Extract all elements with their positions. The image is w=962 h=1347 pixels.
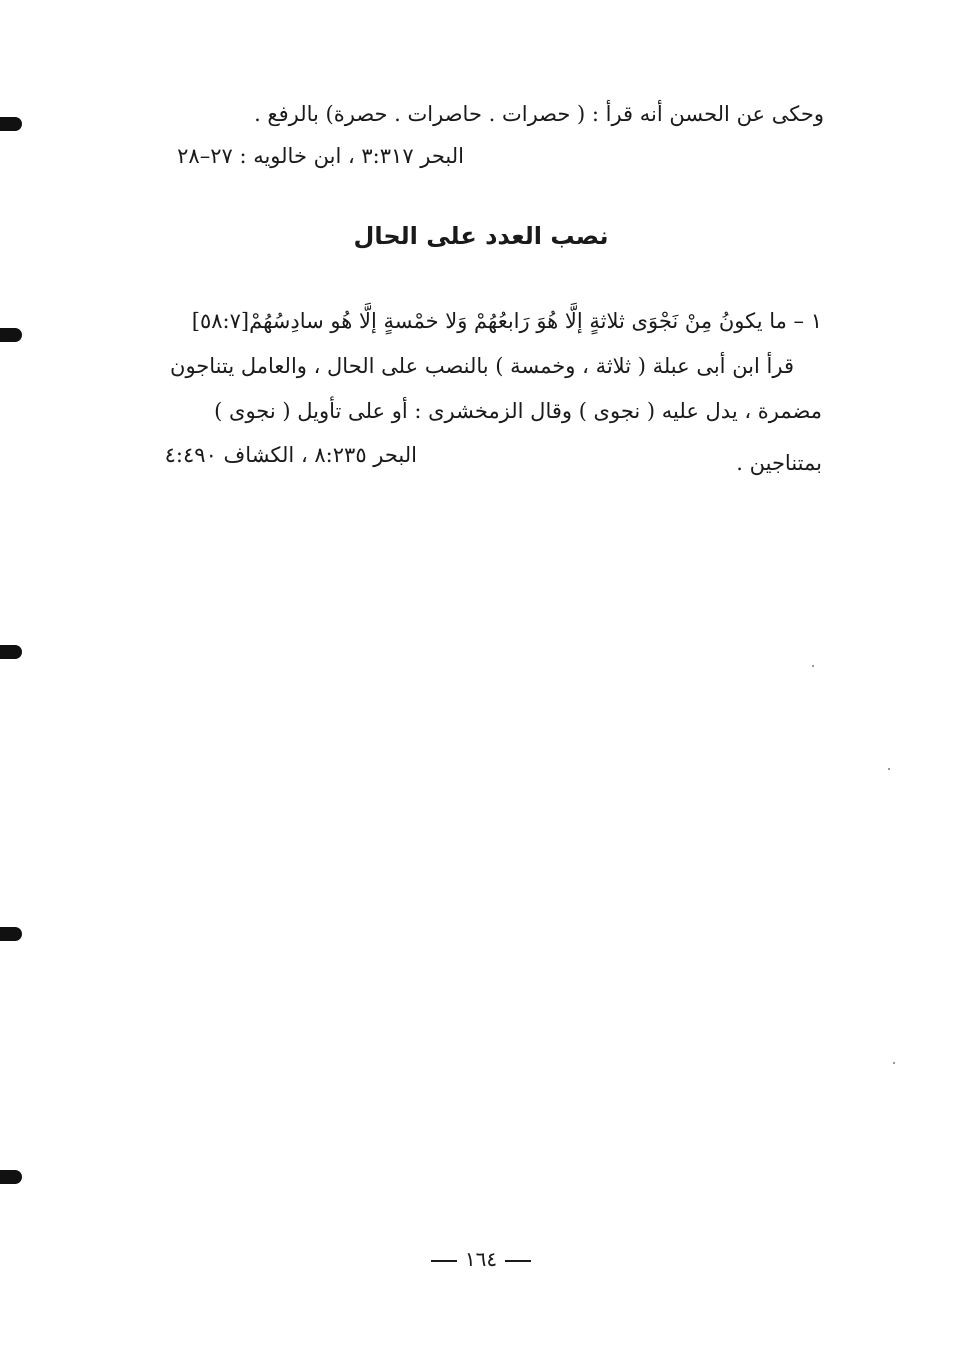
page-number-value: ١٦٤ [464,1247,498,1271]
paragraph-line: قرأ ابن أبى عبلة ( ثلاثة ، وخمسة ) بالنصب على الحال ، والعامل يتناجون [170,354,794,378]
binding-mark [0,117,22,131]
binding-mark [0,328,22,342]
paragraph-line: مضمرة ، يدل عليه ( نجوى ) وقال الزمخشرى : أو على تأويل ( نجوى ) [214,399,822,423]
paragraph-line: وحكى عن الحسن أنه قرأ : ( حصرات . حاصرات . حصرة) بالرفع . [254,102,824,126]
scan-speck [893,1062,895,1064]
scan-speck [812,665,814,667]
binding-mark [0,1170,22,1184]
verse-line: ١ – ما يكونُ مِنْ نَجْوَى ثلاثةٍ إلَّا هُوَ رَابعُهُمْ وَلا خمْسةٍ إلَّا هُو سادِسُهُمْ[٥٨:٧] [191,309,822,333]
section-heading: نصب العدد على الحال [353,222,609,250]
paragraph-line: بمتناجين . [736,451,822,475]
page-number-dash [505,1260,531,1262]
page-number-dash [431,1260,457,1262]
scan-speck [888,768,890,770]
binding-mark [0,645,22,659]
reference-line: البحر ٨:٢٣٥ ، الكشاف ٤:٤٩٠ [164,443,417,467]
binding-mark [0,927,22,941]
page-number [0,1247,962,1271]
reference-line: البحر ٣:٣١٧ ، ابن خالويه : ٢٧–٢٨ [177,144,464,168]
